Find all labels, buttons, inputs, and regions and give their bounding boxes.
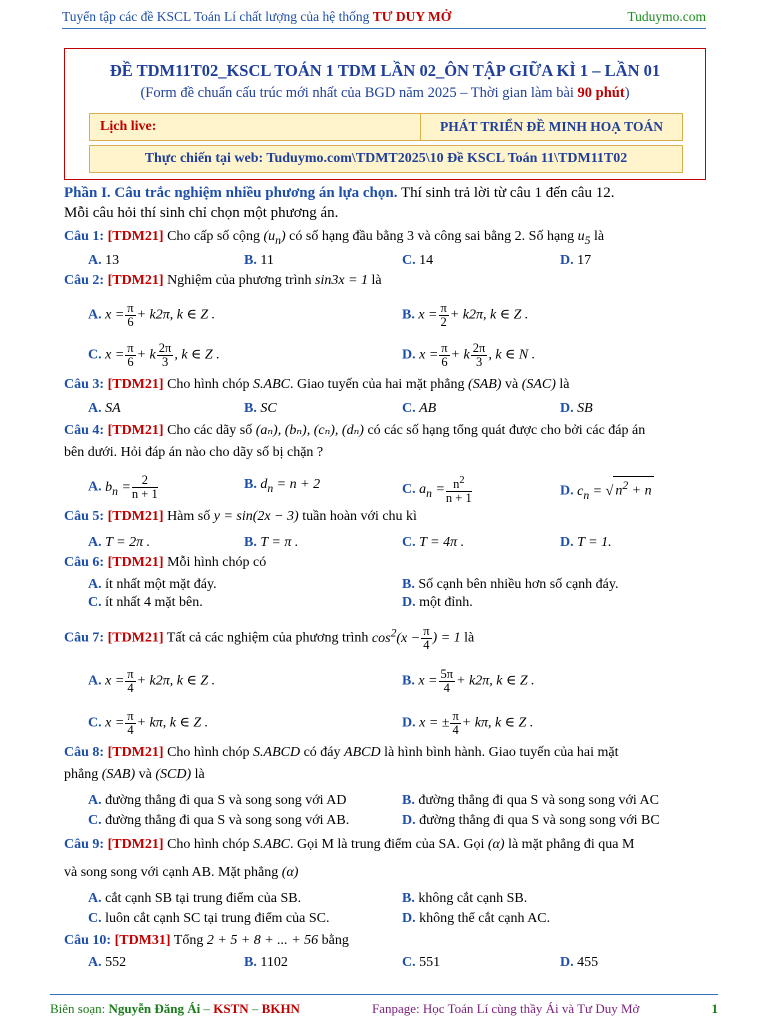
question-6: Câu 6: [TDM21] Mỗi hình chóp có bbox=[64, 555, 267, 570]
q4-option-c[interactable]: C. $a_n$ = $\frac{n^2}{n + 1}$ bbox=[402, 475, 472, 506]
q8-option-b[interactable]: B. đường thẳng đi qua S và song song với AC bbox=[402, 793, 659, 808]
section-heading: Phần I. Câu trắc nghiệm nhiều phương án lựa chọn. Thí sinh trả lời từ câu 1 đến câu 12. bbox=[64, 185, 615, 201]
question-5: Câu 5: [TDM21] Hàm số y = sin(2x − 3) tuần hoàn với chu kì bbox=[64, 509, 417, 524]
q8-option-d[interactable]: D. đường thẳng đi qua S và song song với BC bbox=[402, 813, 660, 828]
q6-option-c[interactable]: C. ít nhất 4 mặt bên. bbox=[88, 595, 203, 610]
q10-option-c[interactable]: C. 551 bbox=[402, 955, 441, 970]
q8-option-c[interactable]: C. đường thẳng đi qua S và song song với AB. bbox=[88, 813, 350, 828]
q7-option-d[interactable]: D. x = ± $\frac{\pi}{4}$ + kπ, k ∈ Z . bbox=[402, 709, 534, 737]
question-9-line2: và song song với cạnh AB. Mặt phẳng (α) bbox=[64, 865, 299, 880]
q2-option-b[interactable]: B. x = $\frac{\pi}{2}$ + k2π, k ∈ Z . bbox=[402, 301, 529, 329]
q5-option-a[interactable]: A. T = 2π . bbox=[88, 535, 151, 550]
q2-option-d[interactable]: D. x = $\frac{\pi}{6}$ + k $\frac{2\pi}{3}$ , k ∈ N . bbox=[402, 341, 536, 369]
live-label: Lịch live: bbox=[90, 114, 421, 140]
q5-option-d[interactable]: D. T = 1. bbox=[560, 535, 612, 550]
q6-option-b[interactable]: B. Số cạnh bên nhiều hơn số cạnh đáy. bbox=[402, 577, 619, 592]
brand-name: TƯ DUY MỞ bbox=[372, 9, 452, 24]
q6-option-d[interactable]: D. một đỉnh. bbox=[402, 595, 473, 610]
q5-option-b[interactable]: B. T = π . bbox=[244, 535, 299, 550]
exam-subtitle: (Form đề chuẩn cấu trúc mới nhất của BGD năm 2025 – Thời gian làm bài 90 phút) bbox=[140, 85, 630, 101]
q3-option-b[interactable]: B. SC bbox=[244, 401, 277, 416]
q7-option-a[interactable]: A. x = $\frac{\pi}{4}$ + k2π, k ∈ Z . bbox=[88, 667, 216, 695]
q9-option-a[interactable]: A. cắt cạnh SB tại trung điểm của SB. bbox=[88, 891, 302, 906]
q4-option-d[interactable]: D. $c_n$ = √ $n^2 + n$ bbox=[560, 476, 654, 504]
q4-option-b[interactable]: B. $d_n = n + 2$ bbox=[244, 477, 321, 495]
live-schedule-row bbox=[89, 113, 683, 141]
q8-option-a[interactable]: A. đường thẳng đi qua S và song song với AD bbox=[88, 793, 347, 808]
question-8: Câu 8: [TDM21] Cho hình chóp S.ABCD có đáy ABCD là hình bình hành. Giao tuyến của hai mặt bbox=[64, 745, 619, 760]
question-3: Câu 3: [TDM21] Cho hình chóp S.ABC. Giao tuyến của hai mặt phẳng (SAB) và (SAC) là bbox=[64, 377, 570, 392]
q5-option-c[interactable]: C. T = 4π . bbox=[402, 535, 465, 550]
exam-title: ĐỀ TDM11T02_KSCL TOÁN 1 TDM LẦN 02_ÔN TẬP GIỮA KÌ 1 – LẦN 01 bbox=[109, 61, 661, 80]
question-4: Câu 4: [TDM21] Cho các dãy số (aₙ), (bₙ), (cₙ), (dₙ) có các số hạng tổng quát được cho bởi các đáp án bbox=[64, 423, 646, 438]
question-9: Câu 9: [TDM21] Cho hình chóp S.ABC. Gọi M là trung điểm của SA. Gọi (α) là mặt phẳng đi qua M bbox=[64, 837, 635, 852]
q7-option-b[interactable]: B. x = $\frac{5\pi}{4}$ + k2π, k ∈ Z . bbox=[402, 667, 535, 695]
site-link[interactable]: Tuduymo.com bbox=[627, 9, 706, 24]
series-title: Tuyển tập các đề KSCL Toán Lí chất lượng của hệ thống TƯ DUY MỞ bbox=[62, 9, 452, 24]
q9-option-c[interactable]: C. luôn cắt cạnh SC tại trung điểm của SC. bbox=[88, 911, 330, 926]
q10-option-d[interactable]: D. 455 bbox=[560, 955, 599, 970]
page-number: 1 bbox=[711, 1001, 718, 1016]
web-path-row[interactable]: Thực chiến tại web: Tuduymo.com\TDMT2025\10 Đề KSCL Toán 11\TDM11T02 bbox=[89, 145, 683, 173]
question-4-line2: bên dưới. Hỏi đáp án nào cho dãy số bị chặn ? bbox=[64, 445, 324, 460]
q9-option-d[interactable]: D. không thể cắt cạnh AC. bbox=[402, 911, 551, 926]
q10-option-b[interactable]: B. 1102 bbox=[244, 955, 288, 970]
live-value: PHÁT TRIỂN ĐỀ MINH HOẠ TOÁN bbox=[440, 119, 663, 134]
q9-option-b[interactable]: B. không cắt cạnh SB. bbox=[402, 891, 528, 906]
q1-option-a[interactable]: A. 13 bbox=[88, 253, 120, 268]
question-10: Câu 10: [TDM31] Tổng 2 + 5 + 8 + ... + 56 bằng bbox=[64, 933, 349, 948]
q7-option-c[interactable]: C. x = $\frac{\pi}{4}$ + kπ, k ∈ Z . bbox=[88, 709, 209, 737]
question-8-line2: phẳng (SAB) và (SCD) là bbox=[64, 767, 205, 782]
q1-option-b[interactable]: B. 11 bbox=[244, 253, 274, 268]
running-header bbox=[62, 6, 706, 29]
question-2: Câu 2: [TDM21] Nghiệm của phương trình sin3x = 1 là bbox=[64, 273, 382, 288]
footer-author: Biên soạn: Nguyễn Đăng Ái – KSTN – BKHN bbox=[50, 1001, 300, 1016]
question-1: Câu 1: [TDM21] Cho cấp số cộng $(u_n)$ có số hạng đầu bằng 3 và công sai bằng 2. Số hạng $u_5$ là bbox=[64, 229, 605, 247]
q10-option-a[interactable]: A. 552 bbox=[88, 955, 127, 970]
q2-option-a[interactable]: A. x = $\frac{\pi}{6}$ + k2π, k ∈ Z . bbox=[88, 301, 216, 329]
q1-option-d[interactable]: D. 17 bbox=[560, 253, 592, 268]
q3-option-d[interactable]: D. SB bbox=[560, 401, 593, 416]
exam-duration: 90 phút bbox=[577, 85, 625, 101]
exam-header-box bbox=[64, 48, 706, 180]
footer-fanpage[interactable]: Fanpage: Học Toán Lí cùng thầy Ái và Tư Duy Mở bbox=[372, 1001, 640, 1016]
q6-option-a[interactable]: A. ít nhất một mặt đáy. bbox=[88, 577, 217, 592]
q4-option-a[interactable]: A. $b_n$ = $\frac{2}{n + 1}$ bbox=[88, 473, 158, 501]
q3-option-a[interactable]: A. SA bbox=[88, 401, 121, 416]
q3-option-c[interactable]: C. AB bbox=[402, 401, 437, 416]
section-desc: Mỗi câu hỏi thí sinh chỉ chọn một phương án. bbox=[64, 205, 339, 221]
q1-option-c[interactable]: C. 14 bbox=[402, 253, 434, 268]
q2-option-c[interactable]: C. x = $\frac{\pi}{6}$ + k $\frac{2\pi}{3}$ , k ∈ Z . bbox=[88, 341, 220, 369]
page-footer bbox=[50, 994, 718, 1019]
question-7: Câu 7: [TDM21] Tất cả các nghiệm của phương trình $\cos^2(x$ − $\frac{\pi}{4}$ ) = 1 là bbox=[64, 623, 475, 652]
